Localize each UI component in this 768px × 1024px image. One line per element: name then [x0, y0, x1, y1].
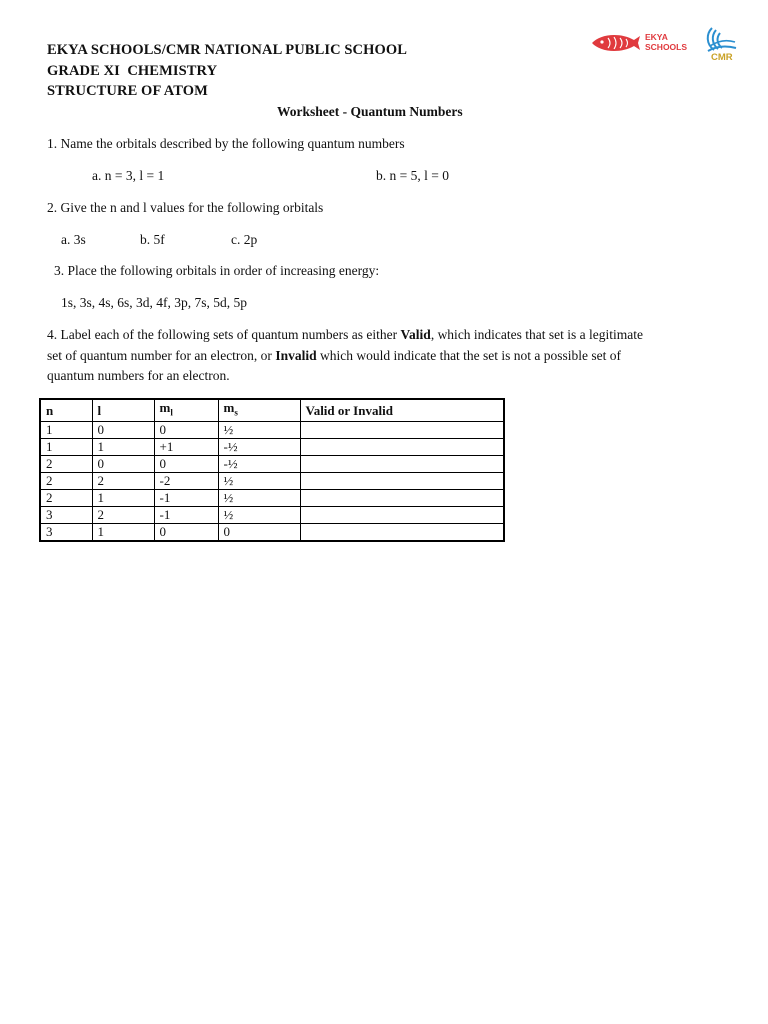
cell-ms: 0	[218, 523, 300, 541]
header-valid-or-invalid: Valid or Invalid	[300, 399, 504, 421]
answer-cell[interactable]	[300, 421, 504, 438]
ekya-logo-line2: SCHOOLS	[645, 42, 688, 52]
cell-ms: -½	[218, 455, 300, 472]
cell-l: 1	[92, 523, 154, 541]
answer-cell[interactable]	[300, 506, 504, 523]
cell-ms: ½	[218, 472, 300, 489]
cell-ms: -½	[218, 438, 300, 455]
q4-instructions	[47, 325, 737, 387]
table-row	[40, 438, 504, 455]
cell-l: 0	[92, 421, 154, 438]
school-name: EKYA SCHOOLS/CMR NATIONAL PUBLIC SCHOOL	[47, 42, 408, 58]
ekya-logo	[590, 30, 690, 58]
cell-ml: 0	[154, 421, 218, 438]
q3-orbital-list: 1s, 3s, 4s, 6s, 3d, 4f, 3p, 7s, 5d, 5p	[61, 295, 248, 310]
cell-ml: 0	[154, 523, 218, 541]
cell-ml: -1	[154, 506, 218, 523]
cell-ml: -1	[154, 489, 218, 506]
cell-ml: 0	[154, 455, 218, 472]
cell-l: 2	[92, 472, 154, 489]
cell-n: 2	[40, 455, 92, 472]
q4-line2: set of quantum number for an electron, or Invalid which would indicate that the set is not a possible set of	[47, 347, 622, 363]
q3-prompt: 3. Place the following orbitals in order of increasing energy:	[54, 263, 380, 278]
cell-n: 2	[40, 472, 92, 489]
answer-cell[interactable]	[300, 472, 504, 489]
q1-prompt: 1. Name the orbitals described by the following quantum numbers	[47, 136, 405, 151]
cell-n: 2	[40, 489, 92, 506]
cmr-logo-text: CMR	[711, 52, 733, 63]
chapter-title: STRUCTURE OF ATOM	[47, 83, 208, 99]
table-row	[40, 455, 504, 472]
fish-icon	[590, 30, 642, 56]
cell-n: 1	[40, 438, 92, 455]
cell-l: 0	[92, 455, 154, 472]
header-ml: $m_l$	[154, 399, 218, 421]
q2-prompt: 2. Give the n and l values for the following orbitals	[47, 200, 324, 215]
answer-cell[interactable]	[300, 438, 504, 455]
q2-option-b: b. 5f	[140, 232, 165, 247]
worksheet-title: Worksheet - Quantum Numbers	[277, 104, 463, 119]
answer-cell[interactable]	[300, 455, 504, 472]
q2-option-c: c. 2p	[231, 232, 258, 247]
cell-l: 1	[92, 438, 154, 455]
cell-ms: ½	[218, 489, 300, 506]
table-row	[40, 523, 504, 541]
q2-option-a: a. 3s	[61, 232, 86, 247]
cell-l: 2	[92, 506, 154, 523]
cell-ms: ½	[218, 506, 300, 523]
table-row	[40, 472, 504, 489]
cell-n: 1	[40, 421, 92, 438]
cell-ms: ½	[218, 421, 300, 438]
table-row	[40, 506, 504, 523]
answer-cell[interactable]	[300, 489, 504, 506]
header-l: l	[92, 399, 154, 421]
invalid-keyword: Invalid	[275, 347, 317, 363]
quantum-numbers-table	[39, 398, 505, 542]
cell-n: 3	[40, 523, 92, 541]
answer-cell[interactable]	[300, 523, 504, 541]
header-ms: $m_s$	[218, 399, 300, 421]
cell-l: 1	[92, 489, 154, 506]
swan-icon	[702, 24, 738, 54]
q1-option-a: a. n = 3, l = 1	[92, 168, 165, 183]
q4-line3: quantum numbers for an electron.	[47, 368, 230, 383]
ekya-logo-line1: EKYA	[645, 32, 668, 42]
cell-ml: +1	[154, 438, 218, 455]
valid-keyword: Valid	[400, 327, 431, 342]
cmr-logo	[700, 24, 742, 64]
cell-ml: -2	[154, 472, 218, 489]
table-header-row	[40, 399, 504, 421]
cell-n: 3	[40, 506, 92, 523]
table-row	[40, 421, 504, 438]
q1-option-b: b. n = 5, l = 0	[376, 168, 449, 183]
grade-subject: GRADE XI CHEMISTRY	[47, 63, 218, 79]
q4-line1: 4. Label each of the following sets of quantum numbers as either Valid, which indicates that set is a legitimate	[47, 327, 644, 342]
table-row	[40, 489, 504, 506]
header-n: n	[40, 399, 92, 421]
